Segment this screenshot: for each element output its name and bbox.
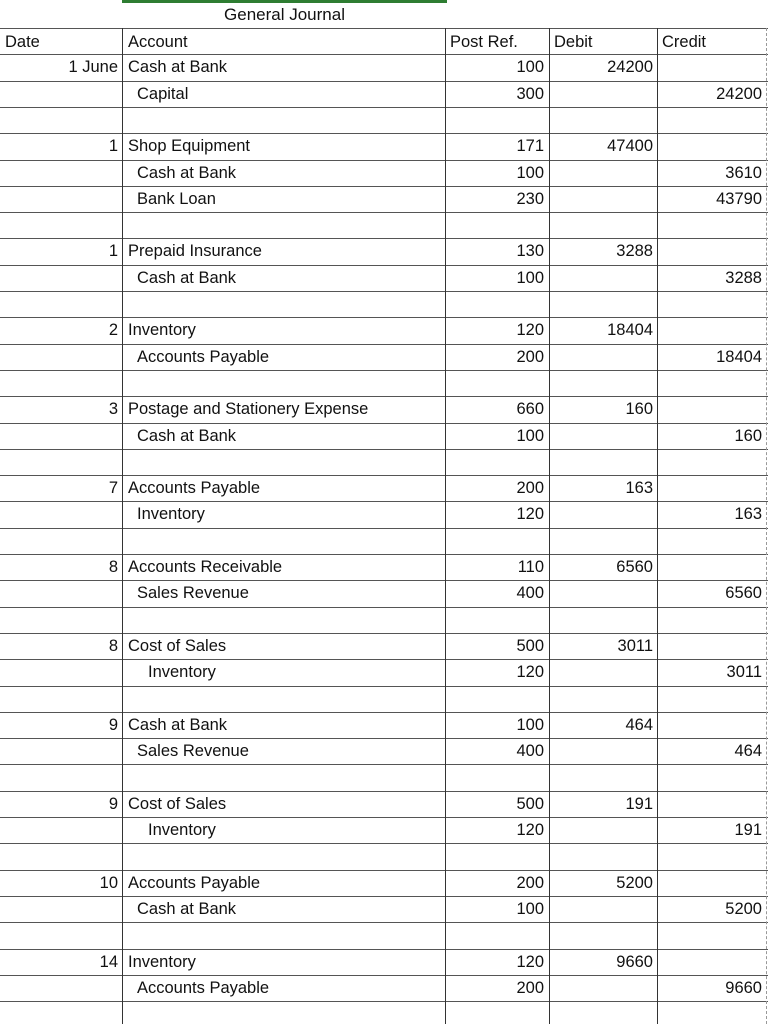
- row-gridline: [0, 975, 768, 976]
- column-gridline: [766, 28, 767, 1024]
- post-ref-cell[interactable]: 200: [516, 874, 544, 892]
- post-ref-cell[interactable]: 130: [516, 242, 544, 260]
- row-gridline: [0, 949, 768, 950]
- row-gridline: [0, 344, 768, 345]
- post-ref-cell[interactable]: 660: [516, 400, 544, 418]
- row-gridline: [0, 712, 768, 713]
- row-gridline: [0, 870, 768, 871]
- row-gridline: [0, 659, 768, 660]
- date-cell[interactable]: 10: [99, 874, 118, 892]
- column-gridline: [445, 28, 446, 1024]
- credit-account-cell[interactable]: Accounts Payable: [137, 348, 270, 366]
- header-date[interactable]: Date: [5, 33, 40, 51]
- date-cell[interactable]: 1: [108, 137, 118, 155]
- credit-amount-cell[interactable]: 24200: [716, 85, 762, 103]
- post-ref-cell[interactable]: 100: [516, 164, 544, 182]
- post-ref-cell[interactable]: 100: [516, 716, 544, 734]
- debit-amount-cell[interactable]: 9660: [616, 953, 653, 971]
- credit-account-cell[interactable]: Capital: [137, 85, 189, 103]
- debit-amount-cell[interactable]: 191: [625, 795, 653, 813]
- post-ref-cell[interactable]: 120: [516, 821, 544, 839]
- post-ref-cell[interactable]: 200: [516, 979, 544, 997]
- row-gridline: [0, 81, 768, 82]
- date-cell[interactable]: 7: [108, 479, 118, 497]
- post-ref-cell[interactable]: 400: [516, 584, 544, 602]
- post-ref-cell[interactable]: 171: [516, 137, 544, 155]
- row-gridline: [0, 291, 768, 292]
- debit-amount-cell[interactable]: 464: [625, 716, 653, 734]
- debit-account-cell[interactable]: Cash at Bank: [128, 716, 228, 734]
- credit-account-cell[interactable]: Accounts Payable: [137, 979, 270, 997]
- post-ref-cell[interactable]: 500: [516, 637, 544, 655]
- credit-amount-cell[interactable]: 163: [734, 505, 762, 523]
- debit-account-cell[interactable]: Postage and Stationery Expense: [128, 400, 369, 418]
- date-cell[interactable]: 14: [99, 953, 118, 971]
- credit-amount-cell[interactable]: 3011: [726, 663, 762, 681]
- credit-amount-cell[interactable]: 191: [734, 821, 762, 839]
- header-credit[interactable]: Credit: [662, 33, 707, 51]
- row-gridline: [0, 423, 768, 424]
- column-gridline: [122, 28, 123, 1024]
- date-cell[interactable]: 9: [108, 716, 118, 734]
- row-gridline: [0, 107, 768, 108]
- credit-amount-cell[interactable]: 6560: [725, 584, 762, 602]
- post-ref-cell[interactable]: 100: [516, 58, 544, 76]
- debit-account-cell[interactable]: Inventory: [128, 953, 196, 971]
- debit-account-cell[interactable]: Cash at Bank: [128, 58, 228, 76]
- debit-amount-cell[interactable]: 47400: [607, 137, 653, 155]
- row-gridline: [0, 1001, 768, 1002]
- debit-amount-cell[interactable]: 3011: [617, 637, 653, 655]
- date-cell[interactable]: 2: [108, 321, 118, 339]
- row-gridline: [0, 791, 768, 792]
- credit-amount-cell[interactable]: 160: [734, 427, 762, 445]
- row-gridline: [0, 265, 768, 266]
- row-gridline: [0, 160, 768, 161]
- credit-account-cell[interactable]: Cash at Bank: [137, 269, 237, 287]
- debit-account-cell[interactable]: Cost of Sales: [128, 637, 227, 655]
- row-gridline: [0, 186, 768, 187]
- row-gridline: [0, 501, 768, 502]
- row-gridline: [0, 449, 768, 450]
- credit-amount-cell[interactable]: 3288: [725, 269, 762, 287]
- credit-account-cell[interactable]: Inventory: [148, 663, 216, 681]
- header-account[interactable]: Account: [128, 33, 188, 51]
- post-ref-cell[interactable]: 120: [516, 663, 544, 681]
- post-ref-cell[interactable]: 100: [516, 427, 544, 445]
- credit-amount-cell[interactable]: 9660: [725, 979, 762, 997]
- post-ref-cell[interactable]: 120: [516, 505, 544, 523]
- debit-amount-cell[interactable]: 160: [625, 400, 653, 418]
- row-gridline: [0, 396, 768, 397]
- credit-account-cell[interactable]: Cash at Bank: [137, 900, 237, 918]
- debit-account-cell[interactable]: Accounts Payable: [128, 874, 261, 892]
- selected-cell-border: [122, 0, 447, 3]
- debit-amount-cell[interactable]: 18404: [607, 321, 653, 339]
- post-ref-cell[interactable]: 120: [516, 321, 544, 339]
- row-gridline: [0, 686, 768, 687]
- row-gridline: [0, 28, 768, 29]
- header-post-ref[interactable]: Post Ref.: [450, 33, 518, 51]
- debit-account-cell[interactable]: Cost of Sales: [128, 795, 227, 813]
- debit-account-cell[interactable]: Prepaid Insurance: [128, 242, 262, 260]
- row-gridline: [0, 843, 768, 844]
- column-gridline: [657, 28, 658, 1024]
- credit-amount-cell[interactable]: 5200: [725, 900, 762, 918]
- date-cell[interactable]: 3: [108, 400, 118, 418]
- post-ref-cell[interactable]: 400: [516, 742, 544, 760]
- journal-title[interactable]: General Journal: [224, 5, 345, 24]
- row-gridline: [0, 633, 768, 634]
- header-debit[interactable]: Debit: [554, 33, 593, 51]
- post-ref-cell[interactable]: 200: [516, 479, 544, 497]
- post-ref-cell[interactable]: 200: [516, 348, 544, 366]
- credit-account-cell[interactable]: Cash at Bank: [137, 427, 237, 445]
- debit-amount-cell[interactable]: 24200: [607, 58, 653, 76]
- row-gridline: [0, 475, 768, 476]
- row-gridline: [0, 370, 768, 371]
- credit-account-cell[interactable]: Sales Revenue: [137, 584, 249, 602]
- post-ref-cell[interactable]: 230: [516, 190, 544, 208]
- credit-account-cell[interactable]: Inventory: [148, 821, 216, 839]
- post-ref-cell[interactable]: 100: [516, 900, 544, 918]
- row-gridline: [0, 317, 768, 318]
- date-cell[interactable]: 1 June: [68, 58, 118, 76]
- row-gridline: [0, 554, 768, 555]
- debit-account-cell[interactable]: Shop Equipment: [128, 137, 251, 155]
- date-cell[interactable]: 8: [108, 637, 118, 655]
- column-gridline: [549, 28, 550, 1024]
- row-gridline: [0, 212, 768, 213]
- row-gridline: [0, 238, 768, 239]
- row-gridline: [0, 54, 768, 55]
- post-ref-cell[interactable]: 120: [516, 953, 544, 971]
- row-gridline: [0, 580, 768, 581]
- row-gridline: [0, 922, 768, 923]
- post-ref-cell[interactable]: 300: [516, 85, 544, 103]
- credit-amount-cell[interactable]: 3610: [725, 164, 762, 182]
- credit-amount-cell[interactable]: 18404: [716, 348, 762, 366]
- row-gridline: [0, 896, 768, 897]
- post-ref-cell[interactable]: 500: [516, 795, 544, 813]
- debit-amount-cell[interactable]: 6560: [616, 558, 653, 576]
- debit-amount-cell[interactable]: 3288: [616, 242, 653, 260]
- credit-account-cell[interactable]: Bank Loan: [137, 190, 216, 208]
- debit-account-cell[interactable]: Inventory: [128, 321, 196, 339]
- credit-account-cell[interactable]: Inventory: [137, 505, 205, 523]
- row-gridline: [0, 607, 768, 608]
- date-cell[interactable]: 8: [108, 558, 118, 576]
- debit-account-cell[interactable]: Accounts Payable: [128, 479, 261, 497]
- credit-account-cell[interactable]: Sales Revenue: [137, 742, 249, 760]
- title-row: [0, 0, 779, 28]
- row-gridline: [0, 738, 768, 739]
- row-gridline: [0, 528, 768, 529]
- row-gridline: [0, 764, 768, 765]
- credit-account-cell[interactable]: Cash at Bank: [137, 164, 237, 182]
- date-cell[interactable]: 9: [108, 795, 118, 813]
- post-ref-cell[interactable]: 100: [516, 269, 544, 287]
- debit-account-cell[interactable]: Accounts Receivable: [128, 558, 283, 576]
- post-ref-cell[interactable]: 110: [517, 558, 544, 576]
- row-gridline: [0, 133, 768, 134]
- credit-amount-cell[interactable]: 43790: [716, 190, 762, 208]
- debit-amount-cell[interactable]: 5200: [616, 874, 653, 892]
- row-gridline: [0, 817, 768, 818]
- credit-amount-cell[interactable]: 464: [734, 742, 762, 760]
- debit-amount-cell[interactable]: 163: [625, 479, 653, 497]
- date-cell[interactable]: 1: [108, 242, 118, 260]
